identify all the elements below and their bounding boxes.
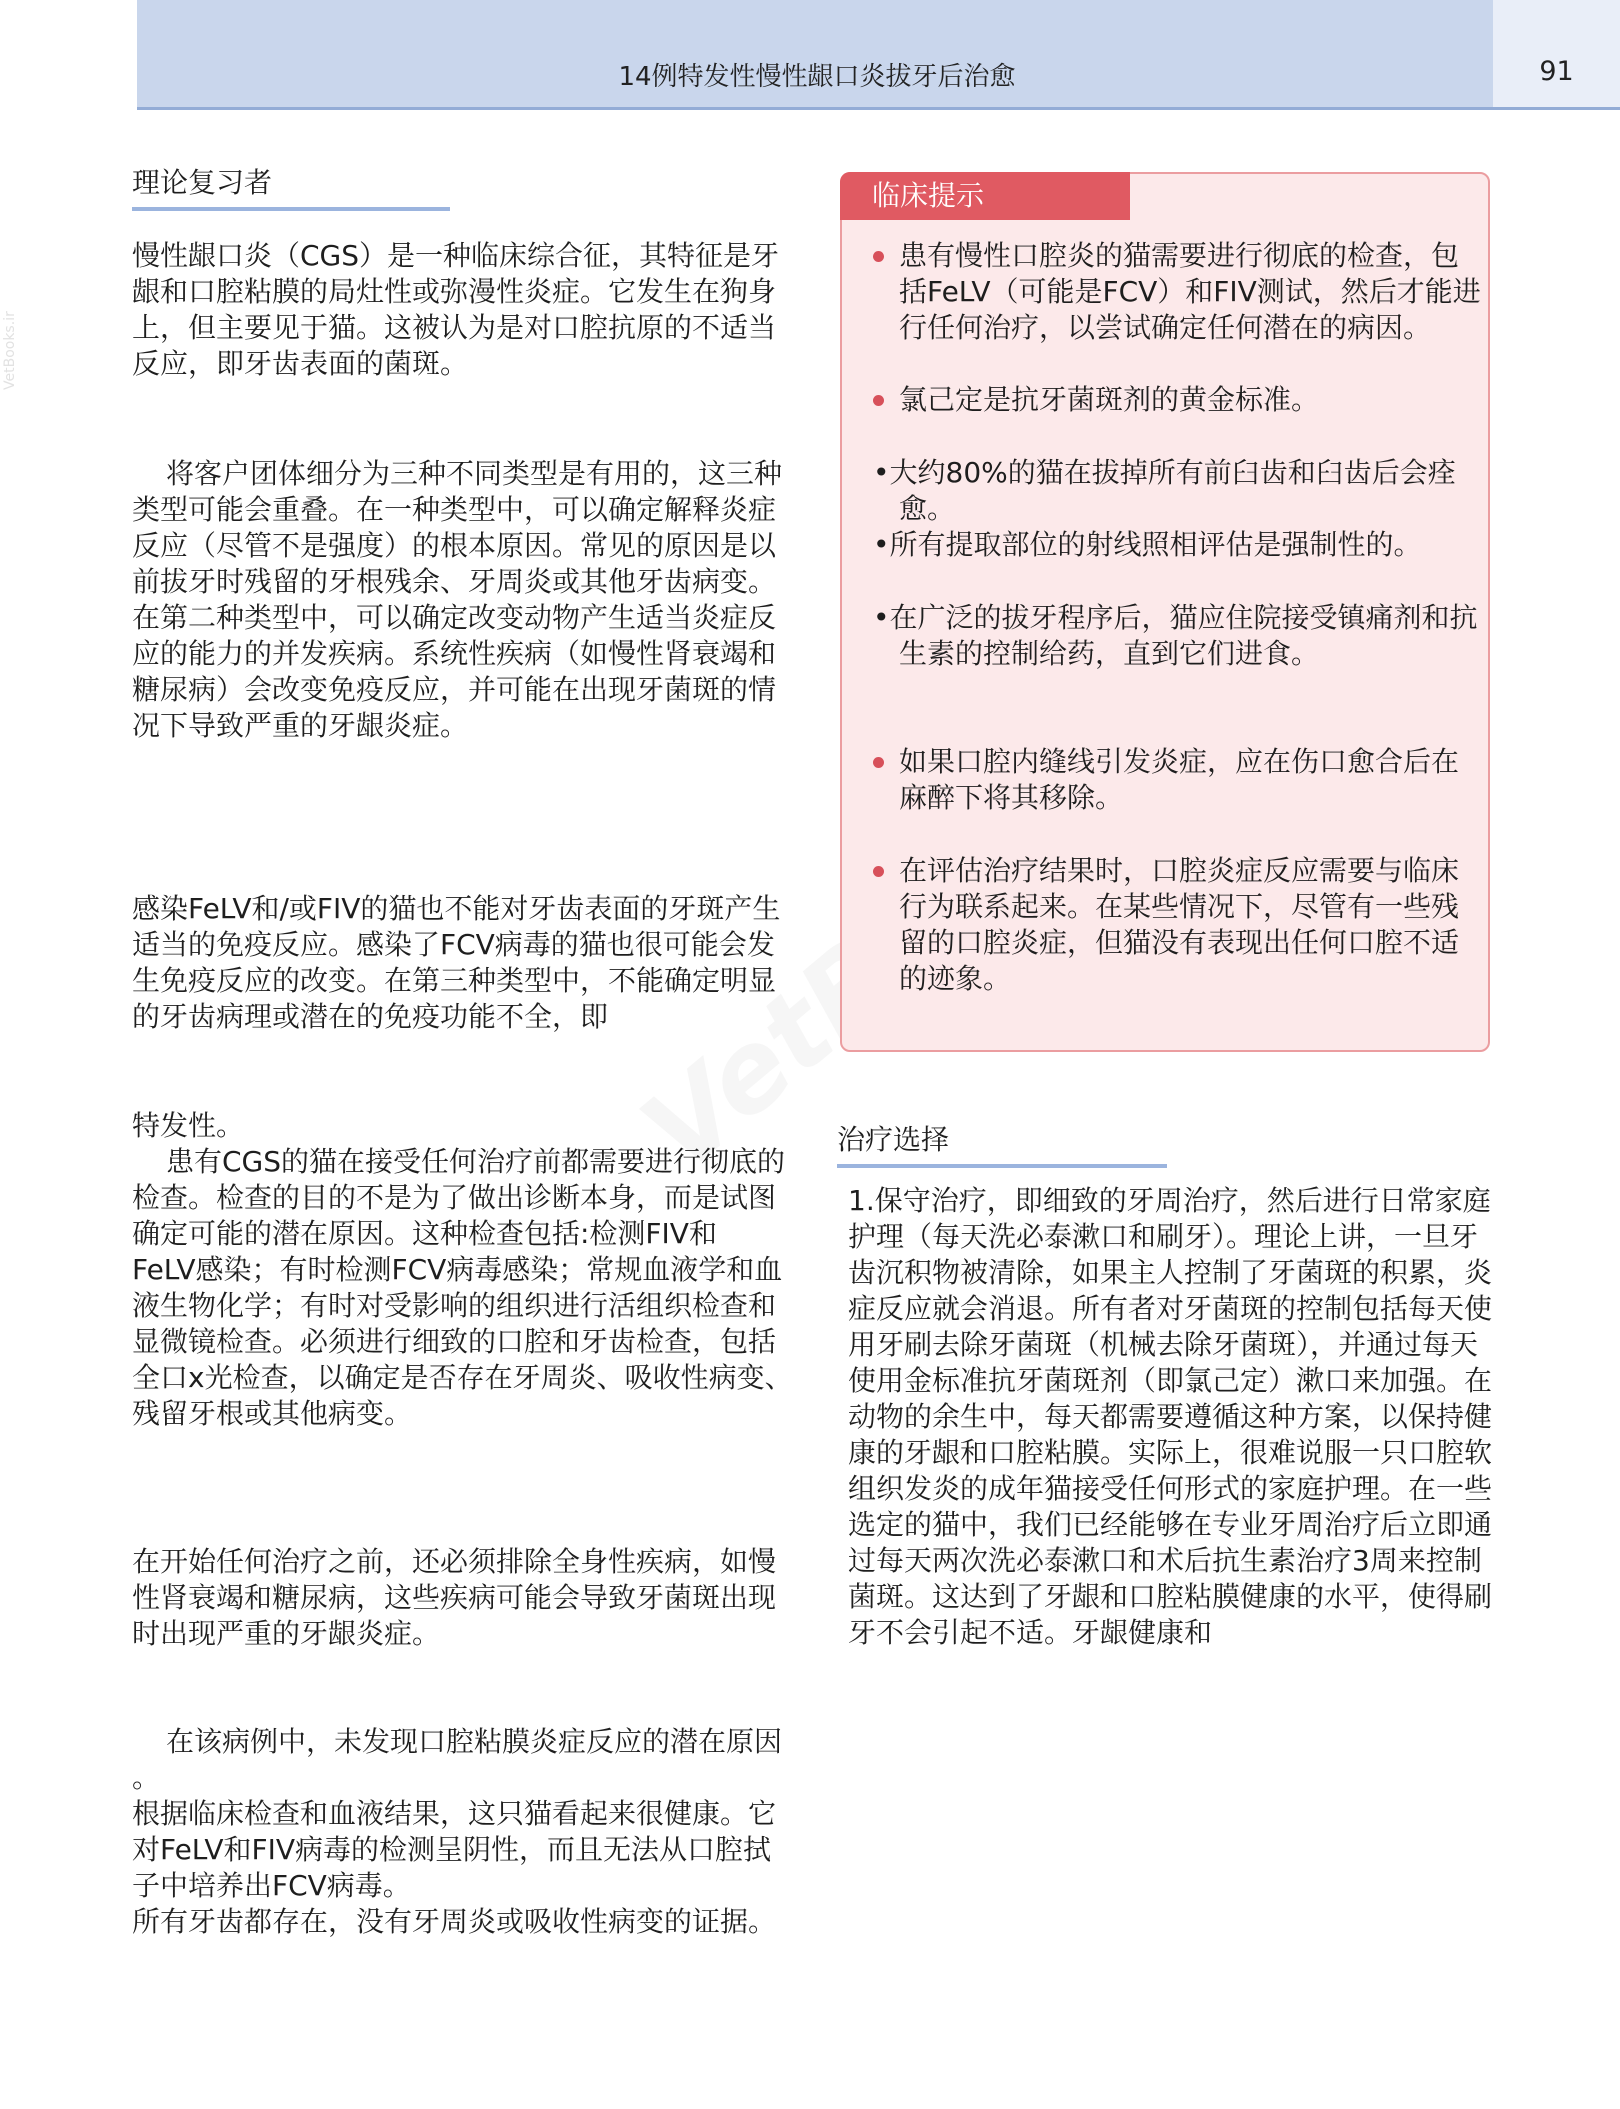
text-line: 显微镜检查。必须进行细致的口腔和牙齿检查，包括	[132, 1325, 777, 1358]
text-line: 患有CGS的猫在接受任何治疗前都需要进行彻底的	[166, 1145, 786, 1178]
text-line: 的牙齿病理或潜在的免疫功能不全，即	[132, 1000, 609, 1033]
text-line: 过每天两次洗必泰漱口和术后抗生素治疗3周来控制	[848, 1544, 1482, 1577]
text-line: 适当的免疫反应。感染了FCV病毒的猫也很可能会发	[132, 928, 775, 961]
page-header	[137, 0, 1620, 110]
text-line: 时出现严重的牙龈炎症。	[132, 1617, 441, 1650]
text-line: 反应（尽管不是强度）的根本原因。常见的原因是以	[132, 529, 777, 562]
text-line: 生素的控制给药，直到它们进食。	[899, 637, 1320, 670]
text-line: 根据临床检查和血液结果，这只猫看起来很健康。它	[132, 1797, 777, 1830]
text-line: 1.保守治疗，即细致的牙周治疗，然后进行日常家庭	[848, 1184, 1491, 1217]
tip-extraction-cure-rate	[873, 455, 1456, 527]
text-line: 的迹象。	[899, 962, 1012, 995]
text-line: 应的能力的并发疾病。系统性疾病（如慢性肾衰竭和	[132, 637, 777, 670]
text-line: 对FeLV和FIV病毒的检测呈阴性，而且无法从口腔拭	[132, 1833, 771, 1866]
bullet-dot	[873, 395, 884, 406]
text-line: •在广泛的拔牙程序后，猫应住院接受镇痛剂和抗	[873, 601, 1478, 634]
text-line: 患有慢性口腔炎的猫需要进行彻底的检查，包	[899, 239, 1460, 272]
text-line: 症反应就会消退。所有者对牙菌斑的控制包括每天使	[848, 1292, 1493, 1325]
text-line: 糖尿病）会改变免疫反应，并可能在出现牙菌斑的情	[132, 673, 777, 706]
text-line: 所有牙齿都存在，没有牙周炎或吸收性病变的证据。	[132, 1905, 777, 1938]
text-line: 在该病例中，未发现口腔粘膜炎症反应的潜在原因	[166, 1725, 783, 1758]
page-number: 91	[1539, 56, 1574, 87]
text-line: 反应，即牙齿表面的菌斑。	[132, 347, 469, 380]
text-line: 类型可能会重叠。在一种类型中，可以确定解释炎症	[132, 493, 777, 526]
text-line: 感染FeLV和/或FIV的猫也不能对牙齿表面的牙斑产生	[132, 892, 781, 925]
text-line: 齿沉积物被清除，如果主人控制了牙菌斑的积累，炎	[848, 1256, 1493, 1289]
text-line: 选定的猫中，我们已经能够在专业牙周治疗后立即通	[848, 1508, 1493, 1541]
text-line: 用牙刷去除牙菌斑（机械去除牙菌斑），并通过每天	[848, 1328, 1479, 1361]
text-line: 组织发炎的成年猫接受任何形式的家庭护理。在一些	[848, 1472, 1493, 1505]
text-line: 菌斑。这达到了牙龈和口腔粘膜健康的水平，使得刷	[848, 1580, 1493, 1613]
tip-sutures	[899, 744, 1459, 816]
text-line: 动物的余生中，每天都需要遵循这种方案，以保持健	[848, 1400, 1493, 1433]
text-line: 在第二种类型中，可以确定改变动物产生适当炎症反	[132, 601, 777, 634]
text-line: •大约80%的猫在拔掉所有前臼齿和臼齿后会痊	[873, 456, 1456, 489]
text-line: 子中培养出FCV病毒。	[132, 1869, 411, 1902]
running-title: 14例特发性慢性龈口炎拔牙后治愈	[618, 62, 1016, 92]
tip-hospitalization	[873, 600, 1478, 672]
text-line: 在开始任何治疗之前，还必须排除全身性疾病，如慢	[132, 1545, 777, 1578]
bullet-dot	[873, 757, 884, 768]
text-line: 牙不会引起不适。牙龈健康和	[848, 1616, 1213, 1649]
text-line: 慢性龈口炎（CGS）是一种临床综合征，其特征是牙	[132, 239, 780, 272]
text-line: 况下导致严重的牙龈炎症。	[132, 709, 469, 742]
text-line: 护理（每天洗必泰漱口和刷牙）。理论上讲，一旦牙	[848, 1220, 1479, 1253]
side-watermark: VetBooks.ir	[2, 311, 18, 390]
text-line: 确定可能的潜在原因。这种检查包括:检测FIV和	[132, 1217, 717, 1250]
text-line: 生免疫反应的改变。在第三种类型中，不能确定明显	[132, 964, 777, 997]
paragraph-examination	[132, 1108, 793, 1432]
bullet-dot	[873, 251, 884, 262]
text-line: 使用金标准抗牙菌斑剂（即氯己定）漱口来加强。在	[848, 1364, 1493, 1397]
text-line: 如果口腔内缝线引发炎症，应在伤口愈合后在	[899, 745, 1460, 778]
text-line: 康的牙龈和口腔粘膜。实际上，很难说服一只口腔软	[848, 1436, 1493, 1469]
text-line: 括FeLV（可能是FCV）和FIV测试，然后才能进	[899, 275, 1481, 308]
text-line: FeLV感染；有时检测FCV病毒感染；常规血液学和血	[132, 1253, 783, 1286]
text-line: 前拔牙时残留的牙根残余、牙周炎或其他牙齿病变。	[132, 565, 777, 598]
text-line: 龈和口腔粘膜的局灶性或弥漫性炎症。它发生在狗身	[132, 275, 777, 308]
text-line: 将客户团体细分为三种不同类型是有用的，这三种	[166, 457, 783, 490]
tip-thorough-exam	[899, 238, 1481, 346]
paragraph-conservative-treatment	[848, 1183, 1492, 1651]
text-line: 行任何治疗，以尝试确定任何潜在的病因。	[899, 311, 1432, 344]
paragraph-cgs-definition	[132, 238, 779, 382]
section-rule-theory	[132, 207, 450, 211]
text-line: 上，但主要见于猫。这被认为是对口腔抗原的不适当	[132, 311, 777, 344]
text-line: 愈。	[899, 492, 956, 525]
paragraph-felv-fiv	[132, 891, 780, 1035]
clinical-tips-title: 临床提示	[872, 179, 985, 212]
paragraph-case	[132, 1724, 782, 1940]
bullet-dot	[873, 866, 884, 877]
text-line: 麻醉下将其移除。	[899, 781, 1124, 814]
section-title-treatment: 治疗选择	[837, 1123, 950, 1156]
text-line: 。	[132, 1761, 161, 1794]
text-line: 性肾衰竭和糖尿病，这些疾病可能会导致牙菌斑出现	[132, 1581, 777, 1614]
text-line: 行为联系起来。在某些情况下，尽管有一些残	[899, 890, 1460, 923]
text-line: 液生物化学；有时对受影响的组织进行活组织检查和	[132, 1289, 777, 1322]
paragraph-systemic	[132, 1544, 776, 1652]
text-line: •所有提取部位的射线照相评估是强制性的。	[873, 528, 1422, 561]
text-line: 检查。检查的目的不是为了做出诊断本身，而是试图	[132, 1181, 777, 1214]
tip-radiographs	[873, 527, 1422, 563]
text-line: 在评估治疗结果时，口腔炎症反应需要与临床	[899, 854, 1460, 887]
text-line: 特发性。	[132, 1109, 245, 1142]
paragraph-three-types	[132, 456, 782, 744]
tip-evaluation	[899, 853, 1459, 997]
page-number-box	[1493, 0, 1620, 107]
section-title-theory: 理论复习者	[132, 166, 273, 199]
text-line: 留的口腔炎症，但猫没有表现出任何口腔不适	[899, 926, 1460, 959]
tip-chlorhexidine	[899, 382, 1319, 418]
text-line: 氯己定是抗牙菌斑剂的黄金标准。	[899, 383, 1320, 416]
section-rule-treatment	[837, 1164, 1167, 1168]
text-line: 全口x光检查，以确定是否存在牙周炎、吸收性病变、	[132, 1361, 793, 1394]
text-line: 残留牙根或其他病变。	[132, 1397, 413, 1430]
